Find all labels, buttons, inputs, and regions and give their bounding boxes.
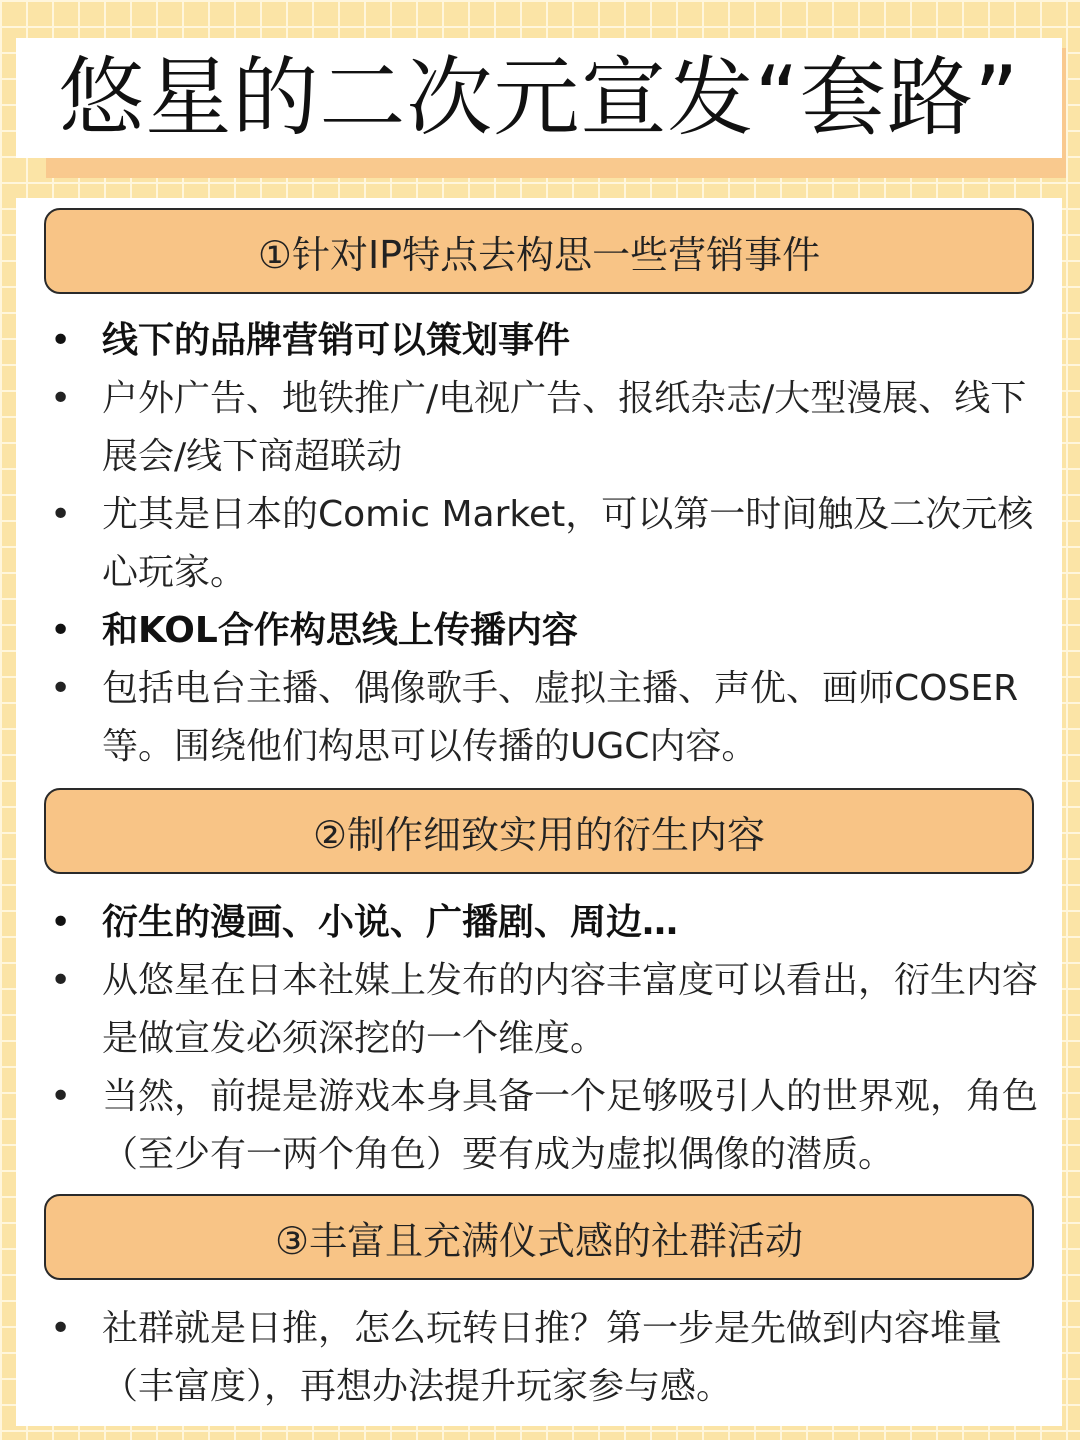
section-header-3: ③丰富且充满仪式感的社群活动 xyxy=(44,1194,1034,1280)
bullet-list-1 xyxy=(16,312,1062,776)
list-item-text: 当然，前提是游戏本身具备一个足够吸引人的世界观，角色（至少有一两个角色）要有成为虚拟偶像的潜质。 xyxy=(102,1076,1039,1175)
list-item xyxy=(16,602,1062,660)
list-item xyxy=(16,660,1062,776)
bullet-icon: • xyxy=(50,610,72,651)
section-header-2: ②制作细致实用的衍生内容 xyxy=(44,788,1034,874)
list-item-text: 社群就是日推，怎么玩转日推？第一步是先做到内容堆量（丰富度），再想办法提升玩家参与感。 xyxy=(102,1308,1003,1407)
bullet-icon: • xyxy=(50,902,72,943)
bullet-icon: • xyxy=(50,378,72,419)
list-item-text: 和KOL合作构思线上传播内容 xyxy=(102,610,578,651)
list-item xyxy=(16,312,1062,370)
list-item-text: 包括电台主播、偶像歌手、虚拟主播、声优、画师COSER等。围绕他们构思可以传播的UGC内容。 xyxy=(102,668,1019,767)
bullet-list-3 xyxy=(16,1300,1062,1416)
bullet-icon: • xyxy=(50,668,72,709)
list-item-text: 尤其是日本的Comic Market，可以第一时间触及二次元核心玩家。 xyxy=(102,494,1034,593)
list-item-text: 户外广告、地铁推广/电视广告、报纸杂志/大型漫展、线下展会/线下商超联动 xyxy=(102,378,1027,477)
list-item-text: 从悠星在日本社媒上发布的内容丰富度可以看出，衍生内容是做宣发必须深挖的一个维度。 xyxy=(102,960,1039,1059)
bullet-icon: • xyxy=(50,1308,72,1349)
page-title: 悠星的二次元宣发“套路” xyxy=(58,48,1020,148)
bullet-icon: • xyxy=(50,494,72,535)
bullet-icon: • xyxy=(50,960,72,1001)
list-item xyxy=(16,486,1062,602)
list-item xyxy=(16,894,1062,952)
list-item xyxy=(16,952,1062,1068)
list-item-text: 衍生的漫画、小说、广播剧、周边… xyxy=(102,902,679,943)
bullet-icon: • xyxy=(50,1076,72,1117)
list-item xyxy=(16,1300,1062,1416)
section-header-1: ①针对IP特点去构思一些营销事件 xyxy=(44,208,1034,294)
list-item xyxy=(16,370,1062,486)
bullet-icon: • xyxy=(50,320,72,361)
title-card xyxy=(16,38,1062,158)
list-item-text: 线下的品牌营销可以策划事件 xyxy=(102,320,571,361)
content-panel xyxy=(16,198,1062,1426)
bullet-list-2 xyxy=(16,894,1062,1184)
list-item xyxy=(16,1068,1062,1184)
